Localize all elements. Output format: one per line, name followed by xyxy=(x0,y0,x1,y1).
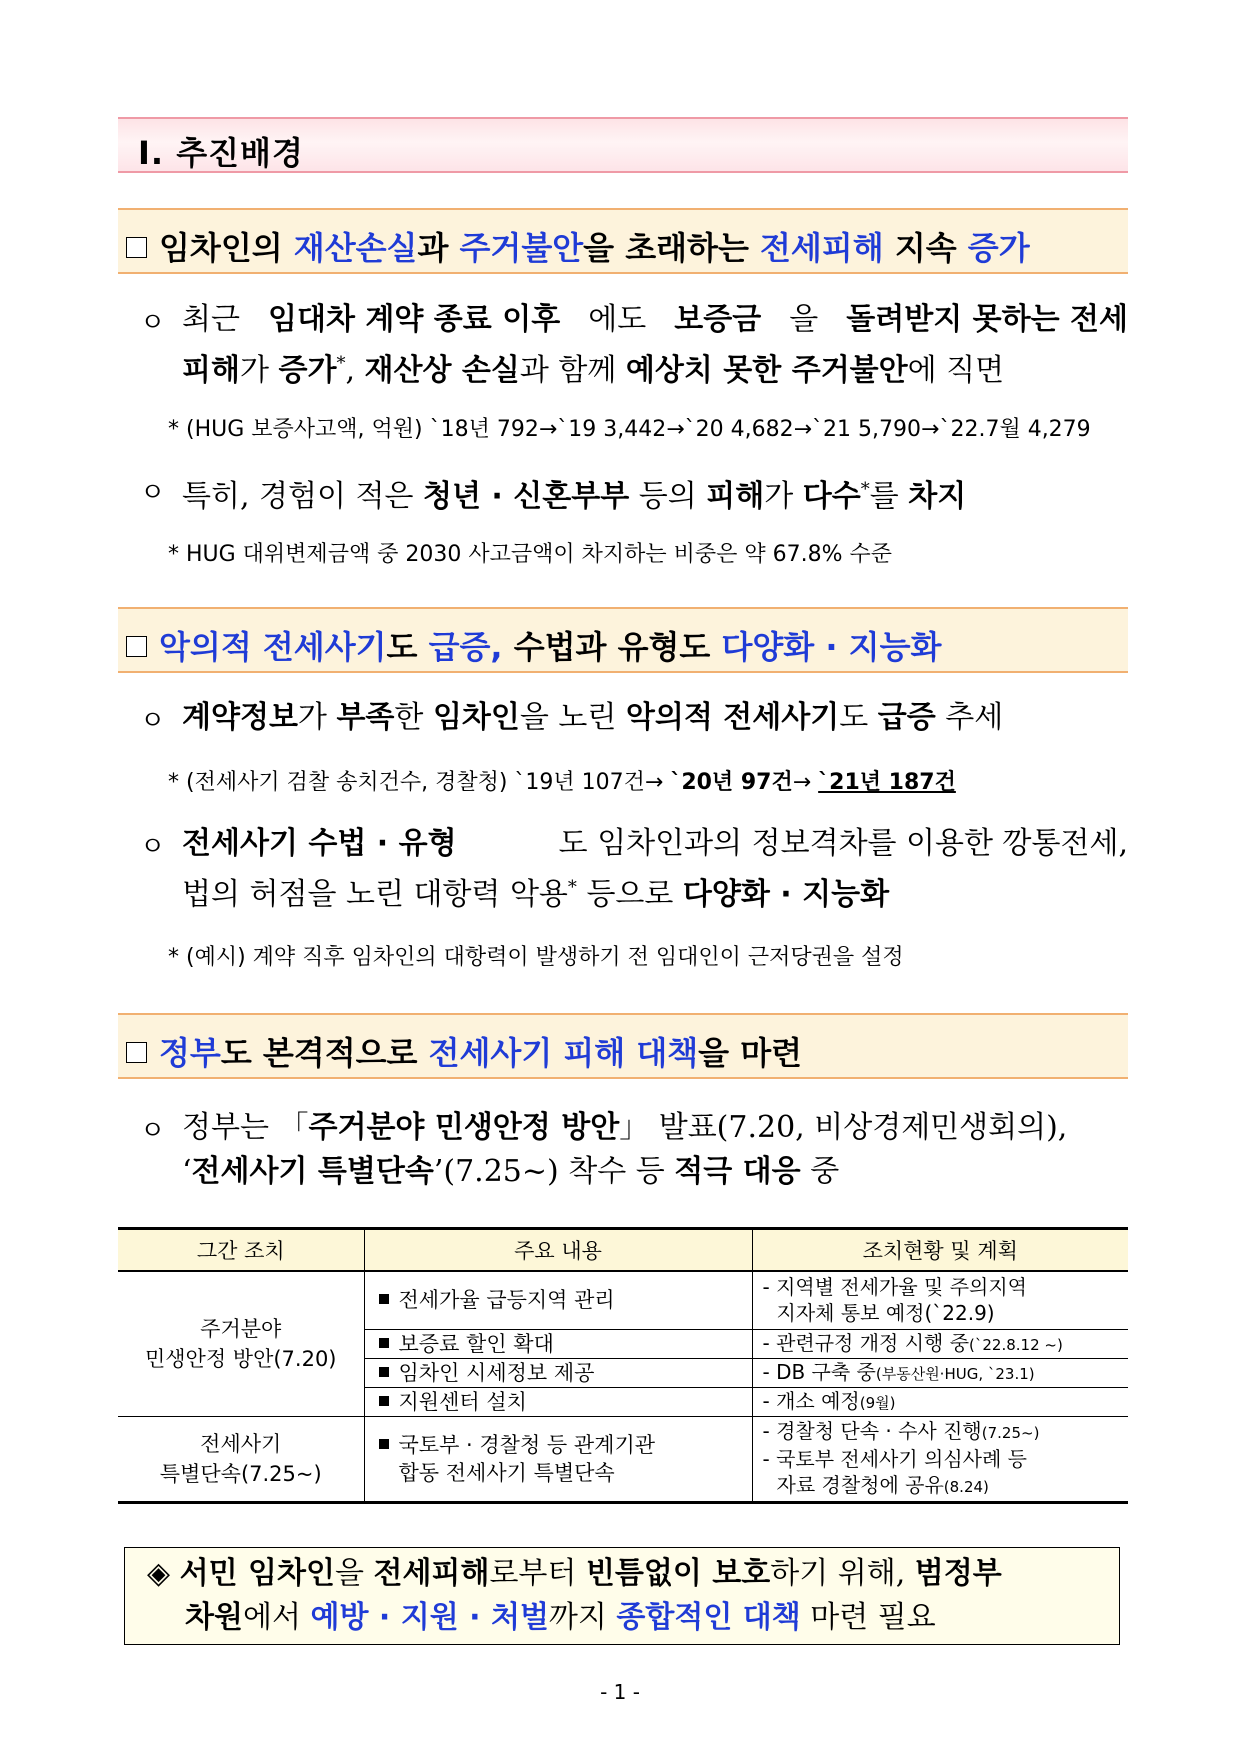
square-bullet-icon xyxy=(379,1396,389,1406)
bullet-marker-icon: ㅇ xyxy=(140,1116,166,1146)
measure-cell: 보증료 할인 확대 xyxy=(364,1329,752,1358)
footnote-3: * (전세사기 검찰 송치건수, 경찰청) `19년 107건→ `20년 97건→ `21년 187건 xyxy=(168,770,956,795)
heading-3: 정부도 본격적으로 전세사기 피해 대책을 마련 xyxy=(118,1013,1128,1079)
table-row xyxy=(118,1271,1128,1329)
status-cell: - 경찰청 단속 · 수사 진행(7.25~) - 국토부 전세사기 의심사례 등 자료 경찰청에 공유(8.24) xyxy=(752,1416,1128,1502)
footnote-4: * (예시) 계약 직후 임차인의 대항력이 발생하기 전 임대인이 근저당권을 설정 xyxy=(168,945,904,970)
table-header: 그간 조치 xyxy=(118,1229,364,1272)
status-cell: - 관련규정 개정 시행 중(`22.8.12 ~) xyxy=(752,1329,1128,1358)
checkbox-square-icon xyxy=(126,237,147,258)
bullet-3: 계약정보가 부족한 임차인을 노린 악의적 전세사기도 급증 추세 xyxy=(182,700,1004,735)
table-header: 조치현황 및 계획 xyxy=(752,1229,1128,1272)
checkbox-square-icon xyxy=(126,1042,147,1063)
group-label: 주거분야 민생안정 방안(7.20) xyxy=(118,1271,364,1416)
measure-cell: 임차인 시세정보 제공 xyxy=(364,1358,752,1387)
footnote-2: * HUG 대위변제금액 중 2030 사고금액이 차지하는 비중은 약 67.8% 수준 xyxy=(168,542,893,567)
measure-cell: 지원센터 설치 xyxy=(364,1387,752,1416)
bullet-marker-icon: ㅇ xyxy=(140,478,166,508)
bullet-5: 정부는 「주거분야 민생안정 방안」 발표(7.20, 비상경제민생회의), ‘전세사기 특별단속’(7.25~) 착수 등 적극 대응 중 xyxy=(182,1110,1068,1189)
bullet-marker-icon: ㅇ xyxy=(140,706,166,736)
square-bullet-icon xyxy=(379,1367,389,1377)
status-cell: - 개소 예정(9월) xyxy=(752,1387,1128,1416)
measures-table xyxy=(118,1227,1128,1504)
bullet-2: 특히, 경험이 적은 청년 · 신혼부부 등의 피해가 다수*를 차지 xyxy=(182,479,967,514)
bullet-4: 전세사기 수법 · 유형 도 임차인과의 정보격차를 이용한 깡통전세, 법의 허점을 노린 대항력 악용* 등으로 다양화 · 지능화 xyxy=(182,826,1128,912)
bullet-marker-icon: ㅇ xyxy=(140,832,166,862)
measure-cell: 국토부 · 경찰청 등 관계기관 합동 전세사기 특별단속 xyxy=(364,1416,752,1502)
status-cell: - DB 구축 중(부동산원·HUG, `23.1) xyxy=(752,1358,1128,1387)
heading-2: 악의적 전세사기도 급증, 수법과 유형도 다양화 · 지능화 xyxy=(118,607,1128,673)
table-header-row xyxy=(118,1229,1128,1272)
status-cell: - 지역별 전세가율 및 주의지역 지자체 통보 예정(`22.9) xyxy=(752,1271,1128,1329)
square-bullet-icon xyxy=(379,1439,389,1449)
checkbox-square-icon xyxy=(126,636,147,657)
footnote-1: * (HUG 보증사고액, 억원) `18년 792→`19 3,442→`20 4,682→`21 5,790→`22.7월 4,279 xyxy=(168,417,1091,442)
measure-cell: 전세가율 급등지역 관리 xyxy=(364,1271,752,1329)
conclusion-box: ◈ 서민 임차인을 전세피해로부터 빈틈없이 보호하기 위해, 범정부 차원에서 예방 · 지원 · 처벌까지 종합적인 대책 마련 필요 xyxy=(124,1547,1120,1645)
heading-1: 임차인의 재산손실과 주거불안을 초래하는 전세피해 지속 증가 xyxy=(118,208,1128,274)
diamond-icon: ◈ xyxy=(147,1556,171,1591)
table-header: 주요 내용 xyxy=(364,1229,752,1272)
section-title: Ⅰ. 추진배경 xyxy=(138,134,304,172)
group-label: 전세사기 특별단속(7.25~) xyxy=(118,1416,364,1502)
square-bullet-icon xyxy=(379,1294,389,1304)
table-row xyxy=(118,1416,1128,1502)
bullet-1: 최근 임대차 계약 종료 이후 에도 보증금 을 돌려받지 못하는 전세 피해가 증가*, 재산상 손실과 함께 예상치 못한 주거불안에 직면 xyxy=(182,302,1128,388)
square-bullet-icon xyxy=(379,1338,389,1348)
bullet-marker-icon: ㅇ xyxy=(140,308,166,338)
page-number: - 1 - xyxy=(600,1680,640,1704)
section-title-bar xyxy=(118,117,1128,173)
